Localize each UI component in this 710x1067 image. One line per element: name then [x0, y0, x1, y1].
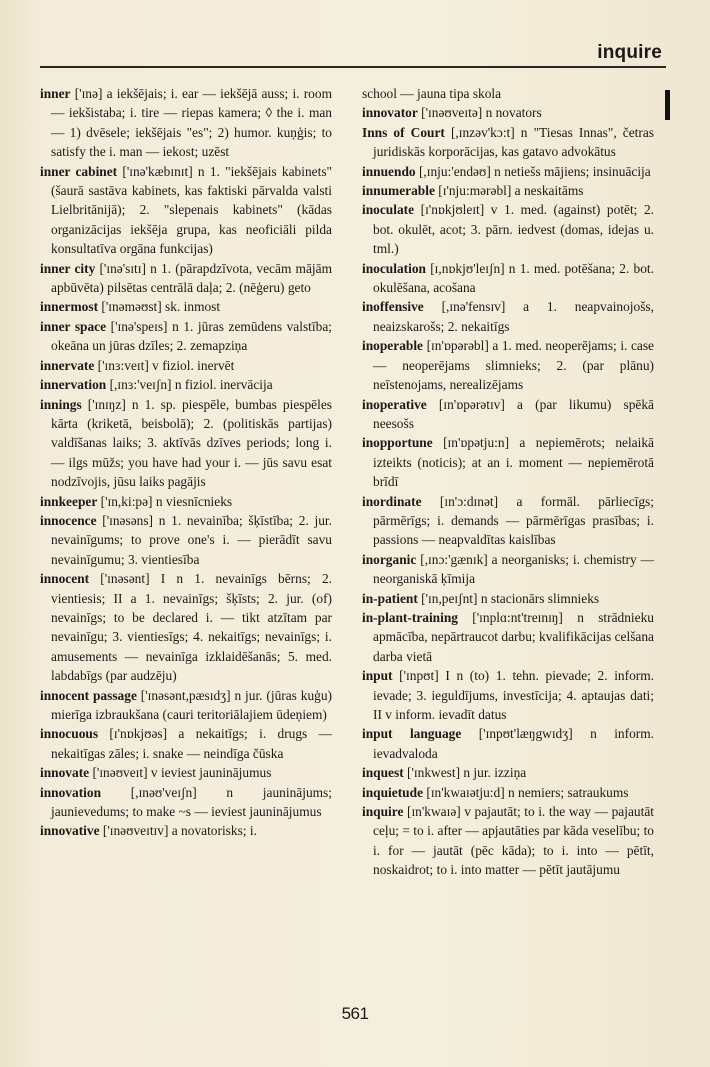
dictionary-entry: [40, 297, 332, 316]
dictionary-entry: [362, 492, 654, 550]
dictionary-entry: [40, 783, 332, 822]
entry-definition: [,ɪnju:'endəʊ] n netiešs mājiens; insinuācija: [415, 163, 651, 179]
headword: innings: [40, 396, 82, 412]
entry-definition: [ɪn'kwaɪətju:d] n nemiers; satraukums: [423, 784, 629, 800]
entry-definition: ['ɪnplɑ:nt'treɪnɪŋ] n strādnieku apmācība, nepārtraucot darbu; kvalifikācijas celšana darba vietā: [373, 609, 654, 664]
dictionary-entry: [362, 666, 654, 724]
dictionary-entry: [362, 181, 654, 200]
entry-definition: [,ɪnə'fensɪv] a 1. neapvainojošs, neaizskarošs; 2. nekaitīgs: [373, 299, 654, 334]
entry-definition: ['ɪnə'sɪtɪ] n 1. (pārapdzīvota, vecām mājām apbūvēta) pilsētas centrālā daļa; 2. (nēģeru) geto: [51, 260, 332, 296]
entry-definition: [,ɪnəʊ'veɪʃn] n jauninājums; jaunievedums; to make ~s — ieviest jauninājumus: [51, 784, 332, 820]
dictionary-entry: [362, 550, 654, 589]
dictionary-entry: [362, 103, 654, 122]
entry-definition: ['ɪnɪŋz] n 1. sp. piespēle, bumbas piespēles kārta (kriketā, beisbolā); 2. (politiskās partijas) valdīšanas laiks; 3. aktīvās dzīves periods; long i. — ilgs mūžs; you have had your i. — jūs savu esat nodzīvojis, jūsu laiks pagājis: [51, 396, 332, 490]
headword: innermost: [40, 299, 99, 315]
headword: inner: [40, 86, 71, 101]
headword: innocent: [40, 571, 90, 587]
headword: innovative: [40, 823, 100, 839]
headword: inordinate: [362, 493, 422, 509]
headword: input: [362, 668, 393, 684]
running-head: inquire: [597, 42, 662, 63]
entry-definition: ['ɪnkwest] n jur. izziņa: [403, 765, 527, 781]
dictionary-entry: [40, 511, 332, 569]
dictionary-entry: [40, 492, 332, 511]
page-number: 561: [341, 1004, 369, 1023]
entry-definition: [ɪ'nju:mərəbl] a neskaitāms: [434, 183, 584, 199]
dictionary-entry: [362, 724, 654, 763]
entry-definition: ['ɪnə] a iekšējais; i. ear — iekšējā auss; i. room — iekšistaba; i. tire — riepas kamera; ◊ the i. man — 1) dvēsele; iekšējais "es"; 2) humor. kuņģis; to satisfy the i. man — iekost; uzēst: [51, 86, 332, 160]
entry-definition: ['ɪnə'kæbɪnɪt] n 1. "iekšējais kabinets" (šaurā sastāva kabinets, kas faktiski pārvalda valsti Lielbritānijā); 2. "slepenais kabinets" (kādas organizācijas iekšēja grupa, kas neoficiāli pilda konsultatīva orgāna funkcijas): [51, 163, 332, 257]
dictionary-entry: [362, 395, 654, 434]
entry-definition: ['ɪnəʊveɪtə] n novators: [417, 105, 542, 121]
entry-definition: ['ɪnpʊt] I n (to) 1. tehn. pievade; 2. inform. ievade; 3. ieguldījums, investīcija; 4. aptaujas dati; II v inform. ievadīt datus: [373, 668, 654, 722]
dictionary-entry: [362, 297, 654, 336]
dictionary-entry: [362, 433, 654, 491]
entry-definition: ['ɪnəsənt,pæsɪdʒ] n jur. (jūras kuģu) mierīga izbraukšana (cauri teritoriālajiem ūdeņiem): [51, 687, 332, 722]
headword: inoculate: [362, 202, 415, 218]
entry-definition: [ɪn'ɒpətju:n] a nepiemērots; nelaikā izteikts (noticis); at an i. moment — nepiemērotā brīdī: [373, 435, 654, 490]
dictionary-entry: [362, 200, 654, 258]
dictionary-entry: [40, 259, 332, 298]
entry-definition: ['ɪnəməʊst] sk. inmost: [98, 299, 221, 315]
headword: inoculation: [362, 260, 426, 276]
headword: inquietude: [362, 784, 424, 800]
headword: inoperative: [362, 396, 427, 412]
entry-definition: [ɪ'nɒkjʊəs] a nekaitīgs; i. drugs — nekaitīgas zāles; i. snake — neindīga čūska: [51, 726, 332, 761]
entry-definition: school — jauna tipa skola: [362, 86, 502, 101]
headword: inquest: [362, 765, 404, 781]
headword: innervate: [40, 357, 95, 373]
entry-definition: [,ɪnzəv'kɔ:t] n "Tiesas Innas", četras juridiskās korporācijas, kas gatavo advokātus: [373, 124, 655, 160]
entry-definition: [ɪn'ɔ:dɪnət] a formāl. pārliecīgs; pārmērīgs; i. demands — pārmērīgas prasības; i. passions — neapvaldītas kaislības: [373, 493, 654, 548]
entry-definition: ['ɪnəʊveɪtɪv] a novatorisks; i.: [99, 823, 257, 839]
entry-definition: ['ɪnəsənt] I n 1. nevainīgs bērns; 2. vientiesis; II a 1. nevainīgs; šķīsts; 2. jur. (of) nevainīgs; to be declared i. — tikt atzītam par nevainīgu; 3. vientiesīgs; 4. nekaitīgs; nevainīgs; i. amusements — nevainīga izklaidēšanās; 5. med. labdabīgs (par audzēju): [51, 571, 332, 684]
entry-definition: ['ɪnə'speɪs] n 1. jūras zemūdens valstība; okeāna un jūras dzīles; 2. zemapziņa: [51, 318, 332, 354]
headword: innuendo: [362, 163, 416, 179]
entry-definition: ['ɪnəʊveɪt] v ieviest jauninājumus: [89, 765, 272, 781]
dictionary-entry: [40, 317, 332, 356]
headword: innovation: [40, 784, 102, 800]
dictionary-entry: [362, 162, 654, 181]
dictionary-entry: [362, 763, 654, 782]
entry-definition: ['ɪn,peɪʃnt] n stacionārs slimnieks: [417, 590, 600, 606]
dictionary-entry: [40, 686, 332, 725]
entry-definition: [ɪn'ɒpərəbl] a 1. med. neoperējams; i. case — neoperējams slimnieks; 2. (par plānu) neīstenojams, nerealizējams: [373, 338, 654, 393]
headword: innocence: [40, 512, 97, 528]
dictionary-entry: [362, 608, 654, 666]
right-column: [362, 84, 654, 880]
entry-definition: ['ɪnəsəns] n 1. nevainība; šķīstība; 2. jur. nevainīgums; to prove one's i. — pierādīt savu nevainīgumu; 3. vientiesība: [51, 512, 332, 567]
headword: innocuous: [40, 726, 99, 742]
dictionary-entry: [40, 356, 332, 375]
headword: inorganic: [362, 551, 417, 567]
dictionary-entry: [40, 375, 332, 394]
entry-definition: [,ɪnɔ:'gænɪk] a neorganisks; i. chemistry — neorganiskā ķīmija: [373, 551, 654, 587]
dictionary-entry: [362, 336, 654, 394]
headword: innumerable: [362, 183, 435, 199]
headword: inner space: [40, 318, 107, 334]
headword: innervation: [40, 377, 107, 393]
dictionary-entry: [362, 802, 654, 880]
thumb-index-mark: [665, 90, 670, 120]
headword: input language: [362, 726, 462, 742]
entry-definition: ['ɪnɜ:veɪt] v fiziol. inervēt: [94, 357, 235, 373]
headword: innovator: [362, 105, 418, 121]
headword: inoperable: [362, 338, 424, 354]
dictionary-entry: [362, 259, 654, 298]
dictionary-entry: [362, 84, 654, 103]
dictionary-entry: [40, 763, 332, 782]
headword: in-plant-training: [362, 609, 458, 625]
dictionary-entry: [362, 123, 654, 162]
headword: in-patient: [362, 590, 418, 606]
headword: inner city: [40, 260, 96, 276]
dictionary-entry: [362, 783, 654, 802]
headword: innocent passage: [40, 687, 137, 703]
headword: innkeeper: [40, 493, 98, 509]
header-rule: [40, 66, 666, 68]
headword: inopportune: [362, 435, 433, 451]
headword: inner cabinet: [40, 163, 118, 179]
headword: inquire: [362, 804, 404, 820]
left-column: [40, 84, 332, 841]
entry-definition: [,ɪnɜ:'veɪʃn] n fiziol. inervācija: [106, 377, 273, 393]
dictionary-entry: [40, 84, 332, 162]
headword: innovate: [40, 765, 90, 781]
entry-definition: [ɪn'kwaɪə] v pajautāt; to i. the way — pajautāt ceļu; = to i. after — apjautāties par kāda veselību; to i. for — jautāt (pēc kāda); to i. into — pētīt, noskaidrot; to i. into matter — pētīt jautājumu: [373, 804, 654, 878]
entry-definition: ['ɪn,ki:pə] n viesnīcnieks: [97, 493, 233, 509]
dictionary-entry: [40, 395, 332, 492]
headword: Inns of Court: [362, 124, 445, 140]
dictionary-entry: [40, 724, 332, 763]
dictionary-entry: [40, 162, 332, 259]
entry-definition: [ɪ,nɒkjʊ'leɪʃn] n 1. med. potēšana; 2. bot. okulēšana, acošana: [373, 260, 654, 296]
dictionary-entry: [40, 569, 332, 685]
dictionary-entry: [362, 589, 654, 608]
entry-definition: ['ɪnpʊt'læŋgwɪdʒ] n inform. ievadvaloda: [373, 726, 654, 761]
headword: inoffensive: [362, 299, 424, 315]
entry-definition: [ɪn'ɒpərətɪv] a (par likumu) spēkā neesošs: [373, 396, 654, 431]
entry-definition: [ɪ'nɒkjʊleɪt] v 1. med. (against) potēt; 2. bot. okulēt, acot; 3. pārn. iedvest (domas, idejas u. tml.): [373, 202, 654, 257]
dictionary-entry: [40, 821, 332, 840]
